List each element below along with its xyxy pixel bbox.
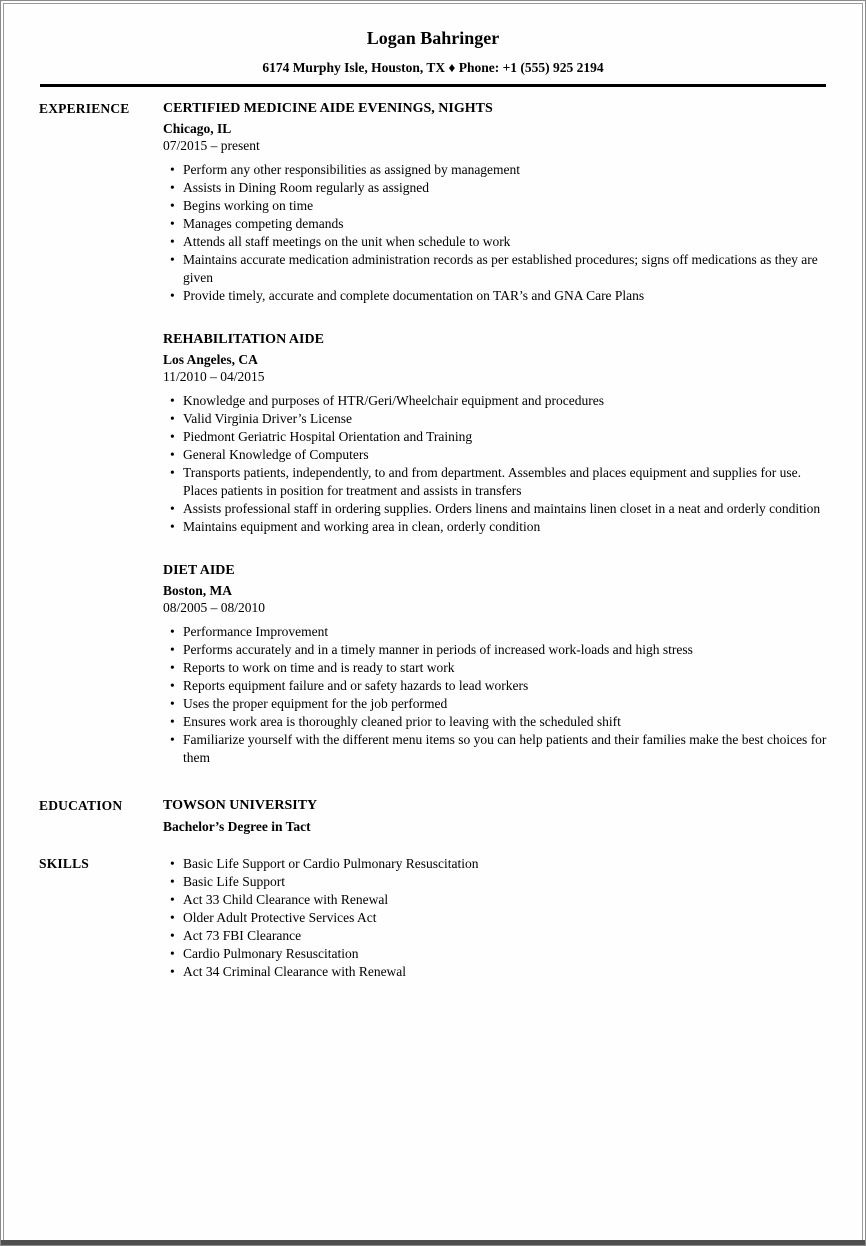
job-bullet: • Assists in Dining Room regularly as assigned <box>163 179 827 197</box>
job-entry <box>163 100 827 305</box>
job-bullet: • Reports equipment failure and or safety hazards to lead workers <box>163 677 827 695</box>
person-name: Logan Bahringer <box>366 28 500 48</box>
resume-body <box>1 87 865 981</box>
bottom-bar <box>1 1240 865 1245</box>
job-title: CERTIFIED MEDICINE AIDE EVENINGS, NIGHTS <box>163 101 493 116</box>
job-title: DIET AIDE <box>163 563 235 578</box>
job-bullet: • Transports patients, independently, to and from department. Assembles and places equipment and supplies for use. Places patients in position for treatment and assists in transfers <box>163 464 827 500</box>
job-location: Los Angeles, CA <box>163 352 258 367</box>
job-bullet: • Assists professional staff in ordering supplies. Orders linens and maintains linen closet in a neat and orderly condition <box>163 500 827 518</box>
job-location: Chicago, IL <box>163 121 232 136</box>
job-bullet: • Maintains accurate medication administration records as per established procedures; signs off medications as they are given <box>163 251 827 287</box>
job-bullet: • Manages competing demands <box>163 215 827 233</box>
job-bullet: • Knowledge and purposes of HTR/Geri/Wheelchair equipment and procedures <box>163 392 827 410</box>
education-section <box>39 797 827 835</box>
job-bullet-list <box>163 392 827 536</box>
skills-section <box>39 855 827 981</box>
skills-label: SKILLS <box>39 856 89 871</box>
job-dates: 11/2010 – 04/2015 <box>163 369 265 384</box>
job-bullet-list <box>163 161 827 305</box>
job-bullet: • Perform any other responsibilities as assigned by management <box>163 161 827 179</box>
skill-item: • Act 33 Child Clearance with Renewal <box>163 891 827 909</box>
resume-header <box>1 1 865 87</box>
job-dates: 08/2005 – 08/2010 <box>163 600 266 615</box>
job-bullet: • Piedmont Geriatric Hospital Orientation and Training <box>163 428 827 446</box>
job-bullet: • Performs accurately and in a timely manner in periods of increased work-loads and high stress <box>163 641 827 659</box>
job-bullet: • Reports to work on time and is ready to start work <box>163 659 827 677</box>
skill-item: • Older Adult Protective Services Act <box>163 909 827 927</box>
skill-item: • Cardio Pulmonary Resuscitation <box>163 945 827 963</box>
job-bullet: • Maintains equipment and working area in clean, orderly condition <box>163 518 827 536</box>
education-label: EDUCATION <box>39 798 123 813</box>
job-bullet: • Begins working on time <box>163 197 827 215</box>
experience-content <box>163 100 827 767</box>
skill-item: • Basic Life Support or Cardio Pulmonary Resuscitation <box>163 855 827 873</box>
experience-section <box>39 100 827 767</box>
experience-label: EXPERIENCE <box>39 101 130 116</box>
skill-item: • Act 73 FBI Clearance <box>163 927 827 945</box>
education-content <box>163 797 827 835</box>
job-title: REHABILITATION AIDE <box>163 332 324 347</box>
job-bullet: • Performance Improvement <box>163 623 827 641</box>
job-dates: 07/2015 – present <box>163 138 260 153</box>
job-entry <box>163 331 827 536</box>
job-bullet: • Familiarize yourself with the different menu items so you can help patients and their families make the best choices for them <box>163 731 827 767</box>
degree: Bachelor’s Degree in Tact <box>163 819 311 834</box>
contact-line: 6174 Murphy Isle, Houston, TX ♦ Phone: +1 (555) 925 2194 <box>262 60 604 75</box>
job-bullet: • Ensures work area is thoroughly cleaned prior to leaving with the scheduled shift <box>163 713 827 731</box>
job-bullet: • Provide timely, accurate and complete documentation on TAR’s and GNA Care Plans <box>163 287 827 305</box>
job-bullet: • Uses the proper equipment for the job performed <box>163 695 827 713</box>
job-bullet-list <box>163 623 827 767</box>
skills-content <box>163 855 827 981</box>
job-bullet: • General Knowledge of Computers <box>163 446 827 464</box>
job-entry <box>163 562 827 767</box>
school-name: TOWSON UNIVERSITY <box>163 798 318 813</box>
job-bullet: • Attends all staff meetings on the unit when schedule to work <box>163 233 827 251</box>
job-bullet: • Valid Virginia Driver’s License <box>163 410 827 428</box>
skill-item: • Act 34 Criminal Clearance with Renewal <box>163 963 827 981</box>
job-location: Boston, MA <box>163 583 233 598</box>
skill-item: • Basic Life Support <box>163 873 827 891</box>
skills-list <box>163 855 827 981</box>
